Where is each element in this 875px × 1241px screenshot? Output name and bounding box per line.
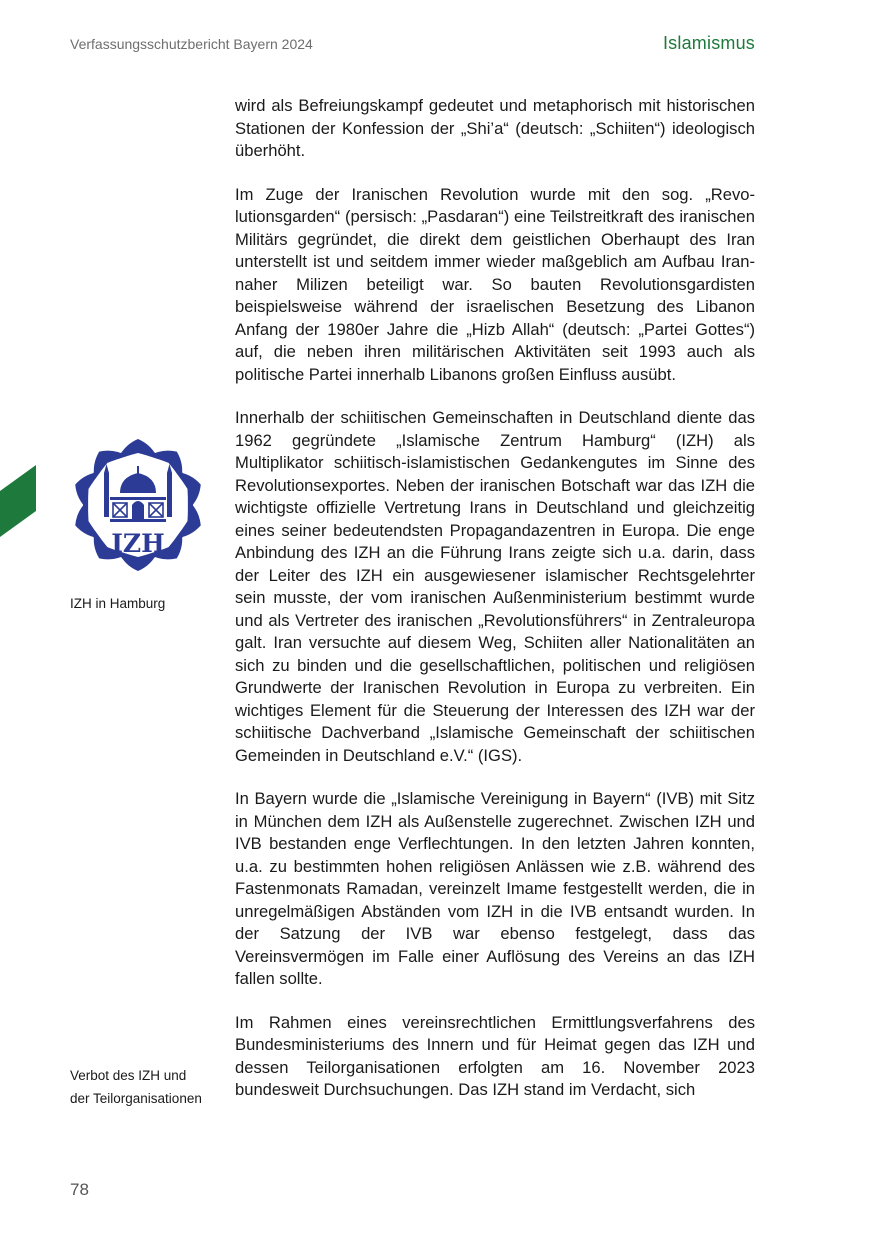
logo-text: IZH	[111, 529, 165, 558]
margin-note-verbot	[70, 1064, 220, 1110]
main-text	[235, 95, 755, 1123]
paragraph-1: wird als Befreiungskampf gedeutet und metaphorisch mit historischen Stationen der Konfession der „Shi’a“ (deutsch: „Schiiten“) ideologisch überhöht.	[235, 96, 755, 160]
running-header: Verfassungsschutzbericht Bayern 2024	[70, 36, 313, 52]
paragraph-5: Im Rahmen eines vereinsrechtlichen Ermittlungsverfahrens des Bundesministeriums des Innern und für Heimat gegen das IZH und dessen Teilorganisationen erfolgten am 16. November 2023 bundesweit Durchsuchungen. Das IZH stand im Verdacht, sich	[235, 1012, 755, 1099]
izh-logo	[70, 437, 206, 573]
margin-note-line-2: der Teilorganisationen	[70, 1091, 202, 1106]
section-title: Islamismus	[662, 33, 755, 53]
paragraph-2: Im Zuge der Iranischen Revolution wurde mit den sog. „Revolutionsgarden“ (persisch: „Pasdaran“) eine Teilstreitkraft des iranischen Militärs gegründet, die direkt dem geistlichen Oberhaupt des Iran unterstellt ist und seitdem immer wieder maßgeblich am Aufbau Iran-naher Milizen beteiligt war. So bauten Revolutionsgardisten beispielsweise während der israelischen Besetzung des Libanon Anfang der 1980er Jahre die „Hizb Allah“ (deutsch: „Partei Gottes“) auf, die neben ihren militärischen Aktivitäten seit 1993 auch als politische Partei innerhalb Libanons großen Einfluss ausübt.	[235, 184, 755, 384]
paragraph-3: Innerhalb der schiitischen Gemeinschaften in Deutschland diente das 1962 gegründete „Islamische Zentrum Hamburg“ (IZH) als Multiplikator schiitisch-islamistischen Gedankengutes im Sinne des Revolutionsexportes. Neben der iranischen Botschaft war das IZH die wichtigste offizielle Vertretung Irans in Deutschland und gleichzeitig eines seiner bedeutendsten Propagandazentren in Europa. Die enge Anbindung des IZH an die Führung Irans zeigte sich u.a. darin, dass der Leiter des IZH ein ausgewiesener islamischer Rechtsgelehrter sein musste, der vom iranischen Außenministerium bestimmt wurde und als Vertreter des iranischen „Revolutionsführers“ in Zentraleuropa galt. Iran versuchte auf diesem Weg, Schiiten aller Nationalitäten an sich zu binden und die gesellschaftlichen, politischen und religiösen Grundwerte der Iranischen Revolution in Europa zu verbreiten. Ein wichtiges Element für die Steuerung der Interessen des IZH war der schiitische Dachverband „Islamische Gemeinschaft der schiitischen Gemeinden in Deutschland e.V.“ (IGS).	[235, 408, 755, 765]
page-number: 78	[70, 1180, 89, 1199]
margin-note-line-1: Verbot des IZH und	[70, 1068, 187, 1083]
paragraph-4: In Bayern wurde die „Islamische Vereinigung in Bayern“ (IVB) mit Sitz in München dem IZH als Außenstelle zugerechnet. Zwischen IZH und IVB bestanden enge Verflechtungen. In den letzten Jahren konnten, u.a. zu bestimmten hohen religiösen Anlässen wie z.B. während des Fastenmonats Ramadan, vereinzelt Imame festgestellt werden, die in unregelmäßigen Abständen vom IZH in die IVB entsandt wurden. In der Satzung der IVB war ebenso festgelegt, dass das Vereinsvermögen im Falle einer Auflösung des Vereins an das IZH fallen sollte.	[235, 789, 755, 988]
chapter-tab-marker	[0, 465, 36, 537]
logo-caption: IZH in Hamburg	[70, 596, 166, 611]
